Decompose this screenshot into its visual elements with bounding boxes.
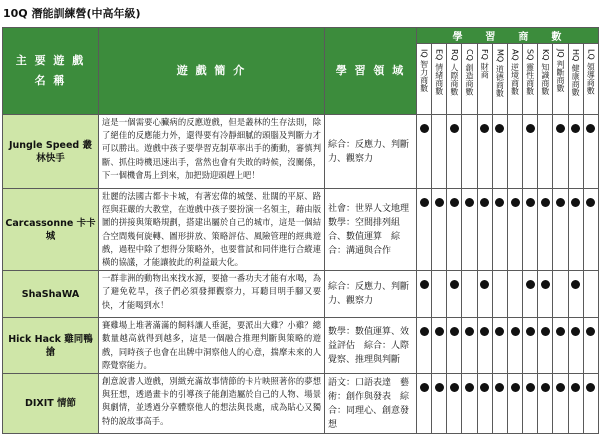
quotient-cell	[492, 318, 507, 374]
header-game-name	[3, 28, 99, 115]
table-row	[3, 271, 599, 318]
quotient-cell	[553, 374, 568, 434]
check-dot-icon	[495, 383, 504, 392]
check-dot-icon	[450, 124, 459, 133]
quotient-cell	[462, 374, 477, 434]
check-dot-icon	[571, 198, 580, 207]
quotient-cell	[492, 374, 507, 434]
quotient-cell	[477, 271, 492, 318]
quotient-header	[492, 44, 507, 115]
check-dot-icon	[480, 280, 489, 289]
quotient-cell	[523, 374, 538, 434]
check-dot-icon	[495, 124, 504, 133]
check-dot-icon	[465, 198, 474, 207]
quotient-cell	[507, 374, 522, 434]
game-intro: 賽雞場上堆著滿滿的飼料讓人垂涎，要派出大雞？小雞？總數量越高就得到越多，這是一個融合推理判斷與策略的遊戲，同時孩子也會在出牌中洞察他人的心意，揣摩未來的人際覺察能力。	[99, 318, 325, 374]
quotient-cell	[583, 318, 598, 374]
header-quotients: 學 習 商 數	[417, 28, 599, 44]
quotient-label: FQ 財商	[480, 48, 490, 78]
game-name: Hick Hack 雞同鴨搶	[3, 318, 99, 374]
quotient-cell	[568, 115, 583, 189]
check-dot-icon	[541, 327, 550, 336]
quotient-header	[538, 44, 553, 115]
check-dot-icon	[420, 198, 429, 207]
quotient-cell	[568, 374, 583, 434]
game-name: DIXIT 情節	[3, 374, 99, 434]
check-dot-icon	[420, 327, 429, 336]
game-name: Carcassonne 卡卡城	[3, 189, 99, 271]
check-dot-icon	[450, 198, 459, 207]
quotient-cell	[538, 318, 553, 374]
quotient-cell	[462, 271, 477, 318]
quotient-label: SQ 靈性商數	[525, 48, 535, 95]
quotient-cell	[568, 318, 583, 374]
check-dot-icon	[541, 198, 550, 207]
quotient-label: AQ 逆境商數	[510, 48, 520, 95]
check-dot-icon	[480, 124, 489, 133]
quotient-header	[477, 44, 492, 115]
game-intro: 這是一個需要心臟病的反應遊戲，但是叢林的生存法則，除了絕佳的反應能力外，還得要有冷靜細膩的頭腦及判斷力才可以勝出。遊戲中孩子要學習克制草率出手的衝動，審慎判斷、抓住時機迅速出手，當然也會有失敗的時候，沒關係，下一個機會馬上到來，加把勁迎頭趕上吧！	[99, 115, 325, 189]
quotient-cell	[538, 189, 553, 271]
quotient-label: IQ 智力商數	[419, 48, 429, 92]
quotient-label: HQ 健康商數	[571, 48, 581, 96]
check-dot-icon	[571, 124, 580, 133]
quotient-header	[523, 44, 538, 115]
quotient-cell	[492, 189, 507, 271]
quotient-cell	[507, 189, 522, 271]
quotient-cell	[507, 318, 522, 374]
check-dot-icon	[586, 327, 595, 336]
check-dot-icon	[526, 327, 535, 336]
table-row	[3, 318, 599, 374]
quotient-cell	[583, 271, 598, 318]
quotient-label: CQ 創造商數	[465, 48, 475, 95]
check-dot-icon	[526, 124, 535, 133]
check-dot-icon	[586, 124, 595, 133]
quotient-cell	[523, 318, 538, 374]
quotient-header	[462, 44, 477, 115]
quotient-header	[447, 44, 462, 115]
quotient-cell	[462, 115, 477, 189]
quotient-cell	[477, 318, 492, 374]
check-dot-icon	[420, 124, 429, 133]
learning-area: 數學：數值運算、效益評估 綜合：人際覺察、推理與判斷	[325, 318, 417, 374]
check-dot-icon	[571, 280, 580, 289]
header-name-line1: 主 要 遊 戲	[15, 54, 86, 67]
check-dot-icon	[480, 383, 489, 392]
quotient-cell	[507, 115, 522, 189]
learning-area: 綜合：反應力、判斷力、觀察力	[325, 271, 417, 318]
check-dot-icon	[420, 383, 429, 392]
check-dot-icon	[511, 198, 520, 207]
quotient-cell	[417, 318, 432, 374]
quotient-cell	[538, 271, 553, 318]
quotient-cell	[432, 318, 447, 374]
quotient-header	[583, 44, 598, 115]
check-dot-icon	[526, 198, 535, 207]
page-title: 10Q 潛能訓練營(中高年級)	[3, 7, 141, 20]
check-dot-icon	[541, 383, 550, 392]
game-name: Jungle Speed 叢林快手	[3, 115, 99, 189]
quotient-cell	[447, 115, 462, 189]
check-dot-icon	[435, 383, 444, 392]
check-dot-icon	[420, 280, 429, 289]
check-dot-icon	[495, 198, 504, 207]
quotient-cell	[432, 374, 447, 434]
quotient-label: KQ 知識商數	[540, 48, 550, 95]
check-dot-icon	[450, 327, 459, 336]
quotient-cell	[538, 115, 553, 189]
quotient-header	[507, 44, 522, 115]
quotient-cell	[417, 115, 432, 189]
quotient-label: MQ 道德商數	[495, 48, 505, 97]
header-name-line2: 名 稱	[34, 74, 67, 87]
check-dot-icon	[465, 327, 474, 336]
quotient-cell	[583, 115, 598, 189]
check-dot-icon	[526, 383, 535, 392]
check-dot-icon	[571, 327, 580, 336]
quotient-cell	[462, 189, 477, 271]
quotient-cell	[432, 189, 447, 271]
game-table	[2, 27, 599, 434]
quotient-cell	[553, 271, 568, 318]
learning-area: 語文：口語表達 藝術：創作與發表 綜合：同理心、創意發想	[325, 374, 417, 434]
quotient-header	[553, 44, 568, 115]
quotient-header	[568, 44, 583, 115]
check-dot-icon	[556, 124, 565, 133]
quotient-cell	[553, 189, 568, 271]
quotient-header	[432, 44, 447, 115]
quotient-cell	[432, 271, 447, 318]
check-dot-icon	[511, 383, 520, 392]
check-dot-icon	[495, 327, 504, 336]
quotient-cell	[447, 189, 462, 271]
check-dot-icon	[465, 383, 474, 392]
check-dot-icon	[450, 280, 459, 289]
check-dot-icon	[556, 383, 565, 392]
game-intro: 壯麗的法國古都卡卡城，有著宏偉的城堡、壯闊的平原、路徑與莊嚴的大教堂，在遊戲中孩子要扮演一名領主，藉由版圖的拼接與策略規劃，搭建出屬於自己的城市，這是一個結合空間幾何旋轉、圖形拼放、策略評估、風險管理的經典遊戲，過程中除了想得分策略外，也要嘗試和同伴進行合縱連橫的協議，才能讓彼此的利益最大化。	[99, 189, 325, 271]
quotient-cell	[447, 271, 462, 318]
quotient-cell	[568, 271, 583, 318]
quotient-cell	[477, 374, 492, 434]
check-dot-icon	[526, 280, 535, 289]
quotient-cell	[447, 318, 462, 374]
game-intro: 創意說書人遊戲，別緻充滿故事情節的卡片映照著你的夢想與狂想，透過畫卡的引導孩子能創造屬於自己的人物、場景與劇情，並透過分享體察他人的想法與長處，成為貼心又獨特的說故事高手。	[99, 374, 325, 434]
header-intro: 遊 戲 簡 介	[99, 28, 325, 115]
quotient-cell	[553, 115, 568, 189]
quotient-cell	[568, 189, 583, 271]
check-dot-icon	[556, 198, 565, 207]
quotient-cell	[583, 189, 598, 271]
learning-area: 社會：世界人文地理 數學：空間排列組合、數值運算 綜合：溝通與合作	[325, 189, 417, 271]
check-dot-icon	[435, 198, 444, 207]
quotient-cell	[583, 374, 598, 434]
quotient-cell	[492, 271, 507, 318]
quotient-cell	[432, 115, 447, 189]
check-dot-icon	[511, 327, 520, 336]
check-dot-icon	[450, 383, 459, 392]
check-dot-icon	[586, 198, 595, 207]
check-dot-icon	[556, 327, 565, 336]
quotient-cell	[417, 271, 432, 318]
quotient-cell	[477, 189, 492, 271]
quotient-label: LQ 領導商數	[586, 48, 596, 94]
table-row	[3, 374, 599, 434]
check-dot-icon	[435, 327, 444, 336]
quotient-cell	[538, 374, 553, 434]
quotient-cell	[462, 318, 477, 374]
check-dot-icon	[571, 383, 580, 392]
quotient-cell	[417, 189, 432, 271]
check-dot-icon	[541, 280, 550, 289]
game-intro: 一群非洲的動物出來找水源，要搶一番功夫才能有水喝，為了避免乾旱，孩子們必須發揮觀察力，耳聽目明手腳又要快，才能喝到水！	[99, 271, 325, 318]
learning-area: 綜合：反應力、判斷力、觀察力	[325, 115, 417, 189]
check-dot-icon	[480, 198, 489, 207]
quotient-cell	[417, 374, 432, 434]
quotient-cell	[447, 374, 462, 434]
quotient-label: JQ 判斷商數	[555, 48, 565, 92]
table-row	[3, 115, 599, 189]
quotient-cell	[553, 318, 568, 374]
quotient-cell	[507, 271, 522, 318]
header-area: 學 習 領 域	[325, 28, 417, 115]
quotient-label: RQ 人際商數	[449, 48, 459, 95]
quotient-cell	[523, 115, 538, 189]
quotient-label: EQ 情緒商數	[434, 48, 444, 95]
quotient-cell	[523, 189, 538, 271]
table-row	[3, 189, 599, 271]
quotient-cell	[523, 271, 538, 318]
quotient-cell	[492, 115, 507, 189]
check-dot-icon	[480, 327, 489, 336]
quotient-header	[417, 44, 432, 115]
check-dot-icon	[586, 383, 595, 392]
quotient-cell	[477, 115, 492, 189]
game-name: ShaShaWA	[3, 271, 99, 318]
